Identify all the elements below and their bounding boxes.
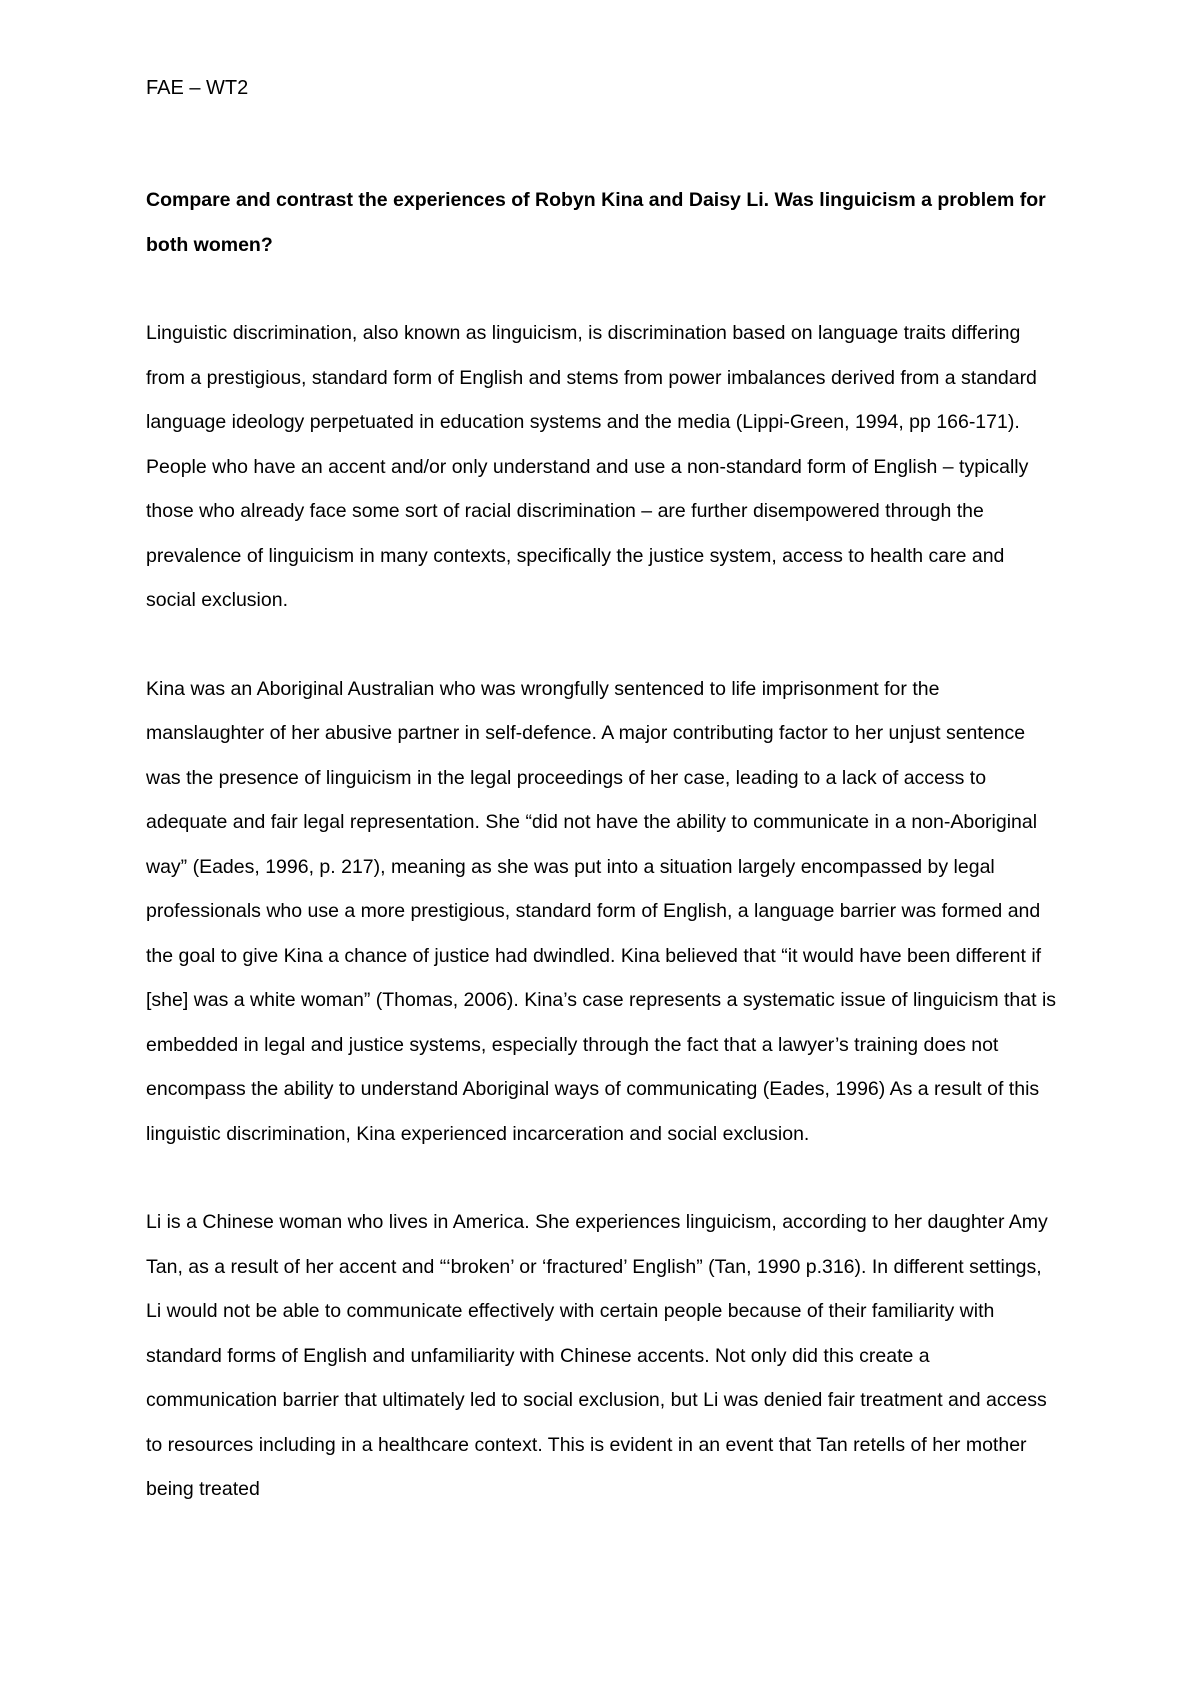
essay-question: Compare and contrast the experiences of Robyn Kina and Daisy Li. Was linguicism a problem for both women? bbox=[146, 189, 1046, 256]
paragraph-kina: Kina was an Aboriginal Australian who was wrongfully sentenced to life imprisonment for the manslaughter of her abusive partner in self-defence. A major contributing factor to her unjust sentence was the presence of linguicism in the legal proceedings of her case, leading to a lack of access to adequate and fair legal representation. She “did not have the ability to communicate in a non-Aboriginal way” (Eades, 1996, p. 217), meaning as she was put into a situation largely encompassed by legal professionals who use a more prestigious, standard form of English, a language barrier was formed and the goal to give Kina a chance of justice had dwindled. Kina believed that “it would have been different if [she] was a white woman” (Thomas, 2006). Kina’s case represents a systematic issue of linguicism that is embedded in legal and justice systems, especially through the fact that a lawyer’s training does not encompass the ability to understand Aboriginal ways of communicating (Eades, 1996) As a result of this linguistic discrimination, Kina experienced incarceration and social exclusion. bbox=[146, 677, 1057, 1145]
page-header: FAE – WT2 bbox=[146, 77, 249, 99]
paragraph-introduction: Linguistic discrimination, also known as linguicism, is discrimination based on language traits differing from a prestigious, standard form of English and stems from power imbalances derived from a standard language ideology perpetuated in education systems and the media (Lippi-Green, 1994, pp 166-171). People who have an accent and/or only understand and use a non-standard form of English – typically those who already face some sort of racial discrimination – are further disempowered through the prevalence of linguicism in many contexts, specifically the justice system, access to health care and social exclusion. bbox=[146, 322, 1037, 611]
paragraph-li: Li is a Chinese woman who lives in America. She experiences linguicism, according to her daughter Amy Tan, as a result of her accent and “‘broken’ or ‘fractured’ English” (Tan, 1990 p.316). In different settings, Li would not be able to communicate effectively with certain people because of their familiarity with standard forms of English and unfamiliarity with Chinese accents. Not only did this create a communication barrier that ultimately led to social exclusion, but Li was denied fair treatment and access to resources including in a healthcare context. This is evident in an event that Tan retells of her mother being treated bbox=[146, 1211, 1048, 1500]
document-body bbox=[146, 178, 1058, 1556]
